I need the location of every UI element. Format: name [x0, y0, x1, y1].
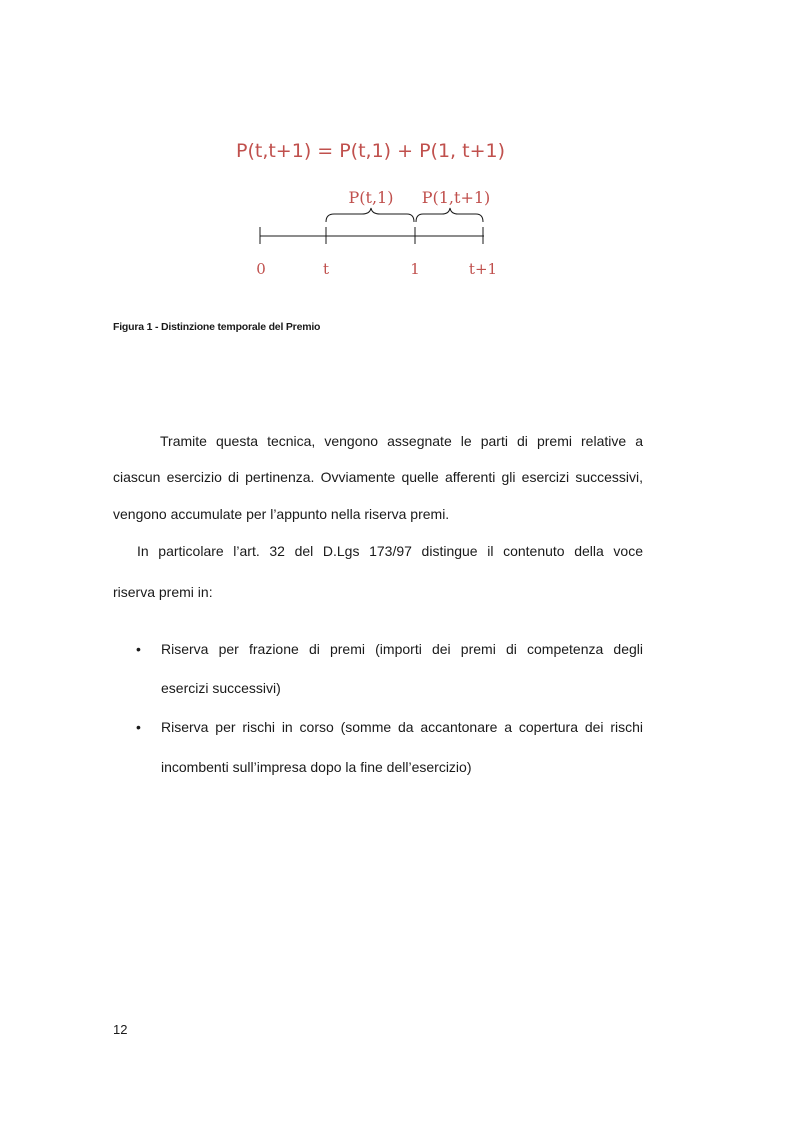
paragraph-2-line-1: In particolare l’art. 32 del D.Lgs 173/97 distingue il contenuto della voce	[137, 543, 643, 559]
figure-caption: Figura 1 - Distinzione temporale del Premio	[113, 321, 321, 333]
paragraph-1-line-3: vengono accumulate per l’appunto nella riserva premi.	[113, 506, 450, 522]
brace-left	[326, 208, 414, 222]
brace-left-label: P(t,1)	[348, 188, 394, 207]
brace-right	[416, 208, 483, 222]
timeline-diagram	[0, 0, 794, 300]
axis-label-1: 1	[410, 260, 420, 278]
bullet-2-line-2: incombenti sull’impresa dopo la fine dell’esercizio)	[161, 759, 472, 775]
axis-label-t: t	[322, 260, 330, 278]
paragraph-1-line-2: ciascun esercizio di pertinenza. Ovviamente quelle afferenti gli esercizi successivi,	[113, 469, 643, 485]
bullet-marker: •	[136, 641, 141, 657]
paragraph-1-line-1: Tramite questa tecnica, vengono assegnate le parti di premi relative a	[160, 433, 643, 449]
premium-timeline-figure	[0, 0, 794, 300]
bullet-1-line-1: Riserva per frazione di premi (importi dei premi di competenza degli	[161, 641, 643, 657]
paragraph-2-line-2: riserva premi in:	[113, 584, 213, 600]
bullet-2-line-1: Riserva per rischi in corso (somme da accantonare a copertura dei rischi	[161, 719, 643, 735]
axis-label-0: 0	[256, 260, 266, 278]
bullet-marker: •	[136, 719, 141, 735]
page-number: 12	[113, 1022, 128, 1037]
formula: P(t,t+1) = P(t,1) + P(1, t+1)	[236, 140, 505, 162]
bullet-1-line-2: esercizi successivi)	[161, 680, 281, 696]
brace-right-label: P(1,t+1)	[421, 188, 491, 207]
axis-label-t-plus-1: t+1	[468, 260, 498, 278]
